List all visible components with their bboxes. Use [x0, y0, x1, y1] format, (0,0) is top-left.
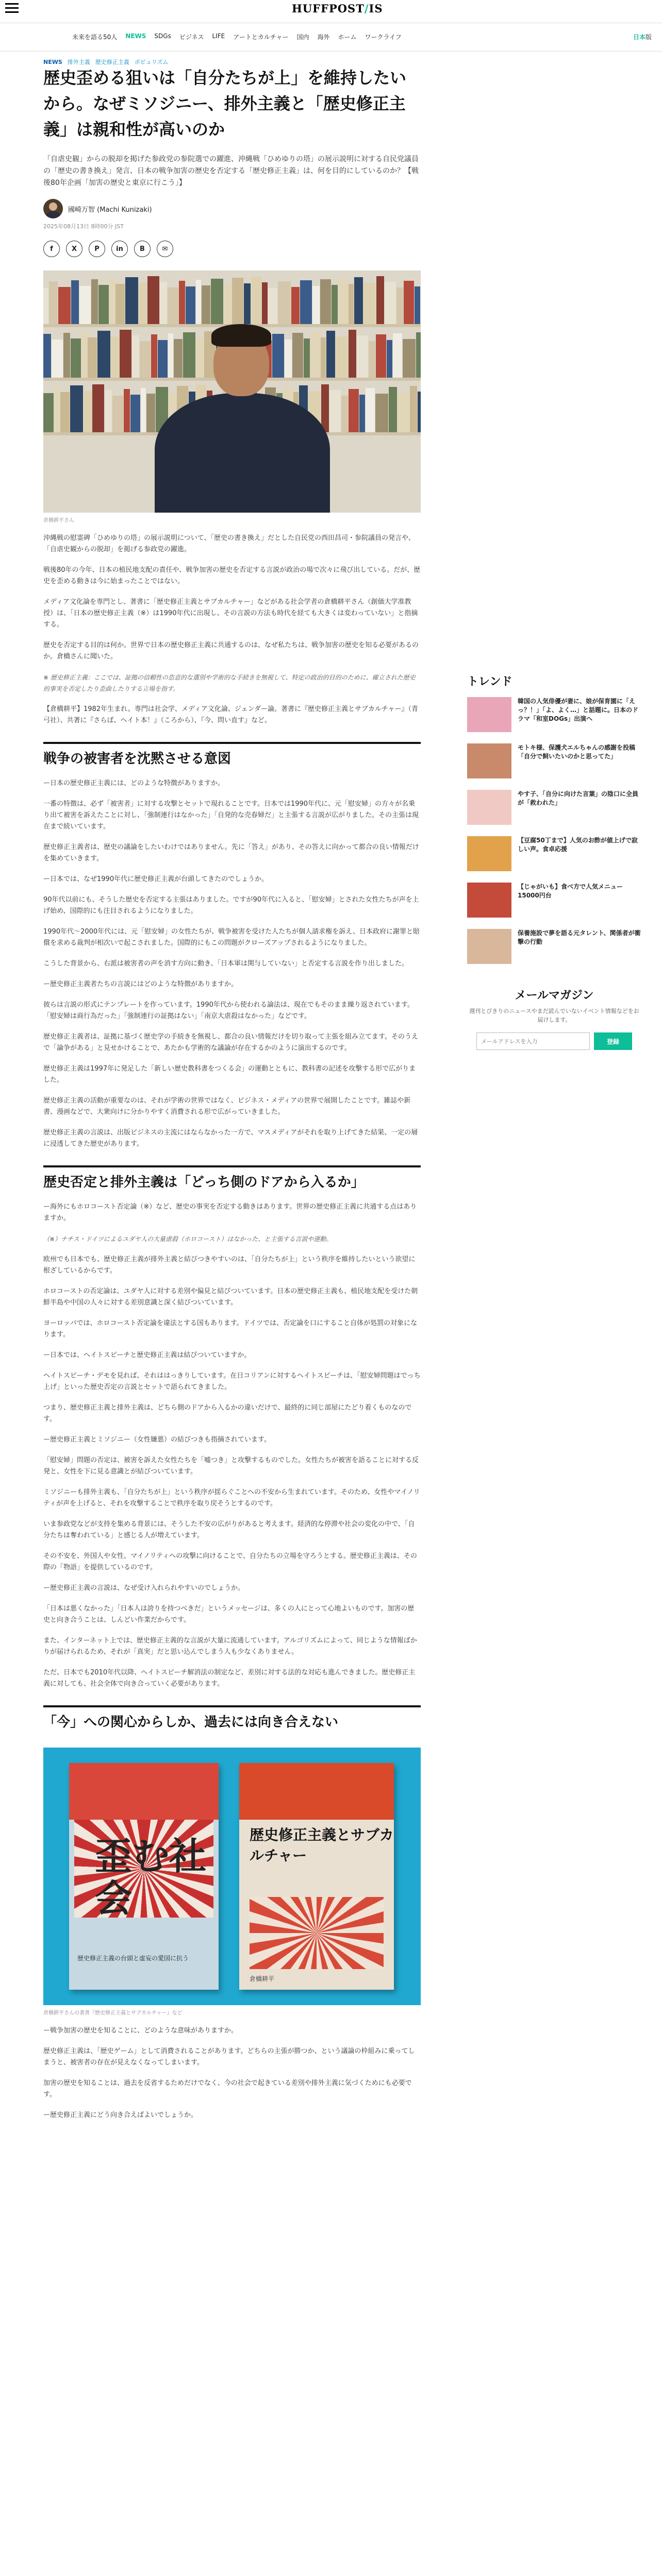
book-spine: [58, 287, 71, 324]
book-spine: [338, 278, 348, 324]
top-bar: [0, 0, 662, 16]
body-paragraph: 戦後80年の今年、日本の植民地支配の責任や、戦争加害の歴史を否定する言説が政治の場で次々に飛び出している。だが、歴史を歪める動きは今に始まったことではない。: [43, 566, 421, 585]
book-spine: [396, 287, 403, 324]
book-spine: [71, 338, 81, 378]
book-cover-2: [239, 1763, 394, 1990]
book-spine: [321, 384, 329, 432]
article-body: [43, 533, 421, 1690]
book-spine: [202, 285, 210, 324]
article-title: 歴史歪める狙いは「自分たちが上」を維持したいから。なぜミソジニー、排外主義と「歴史修正主義」は親和性が高いのか: [43, 68, 407, 139]
body-paragraph: ー歴史修正主義とミソジニー（女性嫌悪）の結びつきも指摘されています。: [43, 1436, 271, 1444]
share-icon[interactable]: B: [134, 241, 151, 257]
publish-date: 2025年08月13日 8時00分 JST: [43, 223, 124, 230]
book-spine: [97, 331, 110, 378]
book-spine: [196, 338, 204, 378]
author-avatar[interactable]: [43, 199, 63, 218]
book-spine: [403, 339, 416, 378]
body-paragraph: つまり、歴史修正主義と排外主義は、どちら側のドアから入るかの違いだけで、最終的に同じ部屋にたどり着くものなのです。: [43, 1404, 412, 1423]
book-spine: [52, 340, 63, 378]
share-icon[interactable]: P: [89, 241, 105, 257]
book-spine: [376, 276, 384, 324]
nav-item[interactable]: SDGs: [154, 32, 171, 40]
book-spine: [291, 287, 300, 324]
book-spine: [404, 281, 414, 324]
nav-item[interactable]: アートとカルチャー: [233, 33, 289, 41]
books-caption: 倉橋耕平さんの著書『歴史修正主義とサブカルチャー』など: [43, 2010, 183, 2016]
book-spine: [60, 392, 70, 432]
book-spine: [354, 277, 363, 324]
trend-thumbnail[interactable]: [467, 836, 511, 871]
book-spine: [125, 277, 138, 324]
nav-item[interactable]: ワークライフ: [365, 33, 402, 41]
book-spine: [292, 333, 303, 378]
book-spine: [310, 332, 320, 378]
book-spine: [329, 390, 341, 432]
body-paragraph: いま参政党などが支持を集める背景には、そうした不安の広がりがあると考えます。経済的な停滞や社会の変化の中で、「自分たちは奪われている」と感じる人が増えています。: [43, 1520, 415, 1539]
newsletter-heading: メールマガジン: [515, 989, 594, 1002]
category-tags: [43, 52, 421, 65]
book-spine: [211, 279, 223, 324]
category-tag[interactable]: NEWS: [43, 59, 62, 65]
menu-icon[interactable]: [5, 3, 19, 13]
book-spine: [224, 284, 231, 324]
book-cover-1: [69, 1763, 219, 1990]
book-spine: [174, 339, 183, 378]
book-spine: [416, 332, 421, 378]
book-spine: [336, 336, 348, 378]
book-spine: [158, 340, 168, 378]
book-spine: [43, 393, 54, 432]
book-spine: [54, 386, 60, 432]
trend-item[interactable]: [467, 697, 641, 734]
book-spine: [300, 280, 312, 324]
nav-item[interactable]: ホーム: [338, 33, 357, 41]
book-spine: [349, 389, 359, 432]
share-icon[interactable]: X: [66, 241, 82, 257]
nav-item[interactable]: LIFE: [212, 32, 225, 40]
body-paragraph: その不安を、外国人や女性、マイノリティへの攻撃に向けることで、自分たちの立場を守ろうとする。歴史修正主義は、その際の「物語」を提供しているのです。: [43, 1552, 417, 1571]
newsletter-description: 週刊とびきりのニュースやまだ読んでいないイベント情報などをお届けします。: [469, 1008, 639, 1023]
newsletter-block: [467, 987, 641, 1050]
body-paragraph: ホロコーストの否定論は、ユダヤ人に対する差別や偏見と結びついています。日本の歴史修正主義も、植民地支配を受けた朝鮮半島や中国の人々に対する差別意識と深く結びついています。: [43, 1287, 418, 1307]
book-spine: [146, 394, 155, 432]
body-paragraph: 歴史修正主義の言説は、出版ビジネスの主流にはならなかった一方で、マスメディアがそれを取り上げてきた結果、一定の層に浸透してきた歴史があります。: [43, 1129, 418, 1148]
trend-thumbnail[interactable]: [467, 743, 511, 778]
body-paragraph: ー海外にもホロコースト否定論（※）など、歴史の事実を否定する動きはあります。世界の歴史修正主義に共通する点はありますか。: [43, 1203, 417, 1222]
book-spine: [105, 390, 112, 432]
book-spine: [79, 286, 91, 324]
book-spine: [272, 334, 284, 378]
book-spine: [141, 388, 146, 432]
book-spine: [363, 283, 376, 324]
book-spine: [375, 394, 388, 432]
body-paragraph: 歴史修正主義の活動が重要なのは、それが学術の世界ではなく、ビジネス・メディアの世界で展開したことです。雑誌や新書、漫画などで、大衆向けに分かりやすく消費される形で広がっていきました。: [43, 1097, 411, 1116]
body-paragraph: こうした背景から、右派は被害者の声を消す方向に動き、「日本軍は関与していない」と否定する言説を作り出しました。: [43, 960, 408, 968]
body-paragraph: 歴史修正主義は1997年に発足した「新しい歴史教科書をつくる会」の運動とともに、教科書の記述を攻撃する形で広がりました。: [43, 1065, 416, 1084]
body-paragraph: 歴史修正主義は、「歴史ゲーム」として消費されることがあります。どちらの主張が勝つか、という議論の枠組みに乗ってしまうと、被害者の存在が見えなくなってしまいます。: [43, 2047, 415, 2066]
book-spine: [70, 385, 83, 432]
book-spine: [268, 288, 277, 324]
book-spine: [341, 396, 348, 432]
book-spine: [160, 282, 167, 324]
book-spine: [91, 279, 98, 324]
book-spine: [179, 281, 185, 324]
body-paragraph: 彼らは言説の形式にテンプレートを作っています。1990年代から使われる論法は、現在でもそのまま繰り返されています。「慰安婦は商行為だった」「強制連行の証拠はない」「南京大虐殺はなかった」などです。: [43, 1001, 414, 1020]
body-paragraph: ー戦争加害の歴史を知ることに、どのような意味がありますか。: [43, 2027, 238, 2035]
book-spine: [376, 334, 386, 378]
book-spine: [124, 389, 130, 432]
book-spine: [120, 330, 131, 378]
book-spine: [183, 332, 195, 378]
trend-item-title[interactable]: 【豆腐50丁まで】人気のお酢が値上げで寂しい声。食卓応援: [518, 837, 638, 853]
body-paragraph: ヘイトスピーチ・デモを見れば、それははっきりしています。在日コリアンに対するヘイトスピーチは、「慰安婦問題はでっち上げ」といった歴史否定の言説とセットで語られてきました。: [43, 1372, 421, 1391]
book-spine: [139, 283, 147, 324]
book-spine: [168, 333, 173, 378]
book2-author: 倉橋耕平: [250, 1975, 275, 1982]
book-spine: [349, 330, 356, 378]
edition-label: 日本: [633, 33, 646, 41]
nav-item[interactable]: ビジネス: [179, 33, 204, 41]
book-spine: [151, 334, 157, 378]
trend-thumbnail[interactable]: [467, 929, 511, 964]
newsletter-email-input[interactable]: [476, 1032, 590, 1050]
nav-list: [72, 32, 402, 41]
article-lede: 「自虐史観」からの脱却を掲げた参政党の参院選での躍進、沖縄戦「ひめゆりの塔」の展示説明に対する自民党議員の「歴史の書き換え」発言、日本の戦争加害の歴史を否定する「歴史修正主義」は、何を目的にしているのか？【戦後80年企画「加害の歴史と東京に行こう」】: [43, 155, 419, 187]
book-spine: [418, 392, 421, 432]
book-spine: [349, 284, 354, 324]
share-icon[interactable]: in: [111, 241, 128, 257]
person-hair-image: [211, 324, 271, 347]
trend-thumbnail[interactable]: [467, 883, 511, 918]
book-spine: [232, 278, 243, 324]
trend-list: [467, 697, 641, 966]
book-spine: [332, 285, 338, 324]
book-spine: [244, 283, 251, 324]
section-heading: 歴史否定と排外主義は「どっち側のドアから入るか」: [43, 1165, 421, 1192]
books-image: [43, 1748, 421, 2005]
book-spine: [389, 387, 397, 432]
body-paragraph: 沖縄戦の慰霊碑「ひめゆりの塔」の展示説明について、「歴史の書き換え」だとした自民党の西田昌司・参院議員の発言や、「自虐史観からの脱却」を掲げる参政党の躍進。: [43, 534, 415, 553]
trend-thumbnail[interactable]: [467, 697, 511, 732]
book-spine: [359, 395, 365, 432]
author-name[interactable]: 國崎万智 (Machi Kunizaki): [68, 206, 152, 214]
book-spine: [278, 281, 291, 324]
share-bar: [43, 241, 421, 257]
body-paragraph: 歴史修正主義者は、歴史の議論をしたいわけではありません。先に「答え」があり、その答えに向かって都合の良い情報だけを集めていきます。: [43, 843, 419, 862]
section-heading: 戦争の被害者を沈黙させる意図: [43, 742, 421, 769]
trend-heading: トレンド: [467, 675, 512, 688]
book-spine: [320, 279, 331, 324]
body-paragraph: 一番の特徴は、必ず「被害者」に対する攻撃とセットで現れることです。日本では1990年代に、元「慰安婦」の方々が名乗り出て被害を訴えたことに対し、「強制連行はなかった」「自発的な売春婦だ」と主張する言説が広がりました。その主張は現在まで続いています。: [43, 800, 419, 831]
newsletter-submit-button[interactable]: 登録: [594, 1032, 632, 1050]
trend-item[interactable]: [467, 929, 641, 966]
body-paragraph: ー歴史修正主義の言説は、なぜ受け入れられやすいのでしょうか。: [43, 1584, 245, 1592]
nav-bar: [0, 23, 662, 52]
book-spine: [251, 277, 261, 324]
book1-title: 歪む社会: [95, 1834, 207, 1920]
body-paragraph: ー歴史修正主義者たちの言説にはどのような特徴がありますか。: [43, 980, 238, 988]
trend-item-title[interactable]: 【じゃがいも】食べ方で人気メニュー15000円台: [518, 883, 623, 899]
trend-thumbnail[interactable]: [467, 790, 511, 825]
book-spine: [71, 280, 79, 324]
book-spine: [43, 288, 48, 324]
body-paragraph: 「慰安婦」問題の否定は、被害を訴えた女性たちを「嘘つき」と攻撃するものでした。女性たちが被害を語ることに対する反発と、女性を下に見る意識とが結びついています。: [43, 1456, 419, 1476]
book-spine: [326, 331, 335, 378]
body-paragraph: 欧州でも日本でも、歴史修正主義が排外主義と結びつきやすいのは、「自分たちが上」という秩序を維持したいという欲望に根ざしているからです。: [43, 1256, 416, 1275]
body-paragraph: ー日本では、なぜ1990年代に歴史修正主義が台頭してきたのでしょうか。: [43, 875, 269, 883]
book-spine: [387, 340, 392, 378]
book-spine: [49, 281, 58, 324]
book-spine: [111, 336, 119, 378]
nav-item[interactable]: 国内: [296, 33, 309, 41]
person-body-image: [155, 393, 330, 513]
interview-photo: [43, 270, 421, 513]
book-spine: [63, 333, 70, 378]
nav-item[interactable]: 未来を語る50人: [72, 33, 118, 41]
body-paragraph: 【倉橋耕平】1982年生まれ。専門は社会学、メディア文化論、ジェンダー論。著書に『歴史修正主義とサブカルチャー』（青弓社）、共著に『さらば、ヘイト本！』（ころから）、『今、問い直す』など。: [43, 705, 419, 724]
author-block: [43, 198, 421, 219]
body-paragraph: 歴史修正主義者は、証拠に基づく歴史学の手続きを無視し、都合の良い情報だけを切り取って主張を組み立てます。そのうえで「論争がある」と見せかけることで、あたかも学術的な議論が存在するかのように演出するのです。: [43, 1033, 418, 1052]
book-spine: [304, 338, 310, 378]
book-spine: [357, 335, 368, 378]
trend-item-title[interactable]: 韓国の人気俳優が妻に、娘が保育園に「えっ？！」「よ、よく…」と話題に。日本のドラマ「和室DOGs」出演へ: [518, 698, 639, 722]
book-spine: [312, 286, 320, 324]
book-spine: [98, 285, 109, 324]
article-body-end: [43, 1705, 421, 2121]
body-paragraph: また、インターネット上では、歴史修正主義的な言説が大量に流通しています。アルゴリズムによって、同じような情報ばかりが届けられるため、それが「真実」だと思い込んでしまう人も少なくありません。: [43, 1637, 417, 1656]
book-spine: [115, 284, 125, 324]
nav-item[interactable]: 海外: [317, 33, 330, 41]
book-spine: [84, 391, 92, 432]
body-paragraph: 加害の歴史を知ることは、過去を反省するためだけでなく、今の社会で起きている差別や排外主義に気づくためにも必要です。: [43, 2079, 412, 2098]
trend-item[interactable]: [467, 836, 641, 873]
book-spine: [415, 286, 420, 324]
book-spine: [140, 341, 151, 378]
book-spine: [168, 287, 178, 324]
trend-item-title[interactable]: 保養施設で夢を語る元タレント、関係者が衝撃の行動: [518, 929, 641, 945]
body-paragraph: ※ 歴史修正主義：ここでは、証拠の信頼性の恣意的な選別や学術的な手続きを無視して、特定の政治的目的のために、確立された歴史的事実を否定したり歪曲したりする立場を指す。: [43, 674, 416, 692]
body-paragraph: メディア文化論を専門とし、著書に「歴史修正主義とサブカルチャー」などがある社会学者の倉橋耕平さん（創価大学准教授）は、「日本の歴史修正主義（※）は1990年代に出現し、その言説の方法も時代を経ても大きくは変わっていない」と指摘する。: [43, 598, 418, 629]
body-paragraph: ー日本では、ヘイトスピーチと歴史修正主義は結びついていますか。: [43, 1351, 251, 1359]
body-paragraph: ただ、日本でも2010年代以降、ヘイトスピーチ解消法の制定など、差別に対する法的な対応も進んできました。歴史修正主義に対しても、社会全体で向き合っていく必要があります。: [43, 1669, 416, 1688]
trend-item[interactable]: [467, 883, 641, 920]
body-paragraph: （※）ナチス・ドイツによるユダヤ人の大量虐殺（ホロコースト）はなかった、と主張する言説や運動。: [43, 1235, 333, 1243]
book2-title: 歴史修正主義とサブカルチャー: [250, 1826, 394, 1864]
body-paragraph: 1990年代〜2000年代には、元「慰安婦」の女性たちが、戦争被害を受けた人たちが個人請求権を訴え、日本政府に謝罪と賠償を求める裁判が相次いで起こされました。国際的にもこの問題がクローズアップされるようになりました。: [43, 928, 420, 947]
body-paragraph: ー歴史修正主義にどう向き合えばよいでしょうか。: [43, 2111, 198, 2119]
book-spine: [285, 340, 292, 378]
body-paragraph: ー日本の歴史修正主義には、どのような特徴がありますか。: [43, 779, 225, 787]
book-spine: [398, 393, 409, 432]
book-spine: [81, 332, 87, 378]
sidebar: [467, 673, 641, 1050]
edition-note: 版: [645, 33, 652, 41]
trend-item-title[interactable]: やす子、「自分に向けた言葉」の陰口に全員が「救われた」: [518, 790, 639, 806]
book-spine: [196, 280, 201, 324]
book-spine: [109, 278, 115, 324]
body-paragraph: ヨーロッパでは、ホロコースト否定論を違法とする国もあります。ドイツでは、否定論を口にすること自体が処罰の対象になります。: [43, 1319, 418, 1338]
body-paragraph: 90年代以前にも、そうした歴史を否定する主張はありました。ですが90年代に入ると、「慰安婦」とされた女性たちが声を上げ始め、国際的にも注目されるようになりました。: [43, 896, 419, 915]
book-spine: [385, 282, 396, 324]
nav-item[interactable]: NEWS: [125, 32, 146, 40]
category-tag[interactable]: 排外主義: [67, 59, 90, 65]
book-spine: [262, 282, 268, 324]
share-icon[interactable]: f: [43, 241, 60, 257]
book-spine: [112, 396, 123, 432]
photo-caption: 倉橋耕平さん: [43, 518, 74, 523]
book-spine: [186, 286, 195, 324]
trend-item[interactable]: [467, 790, 641, 827]
edition-selector[interactable]: [633, 32, 652, 41]
book-spine: [92, 384, 104, 432]
article: [43, 52, 421, 2121]
book-spine: [410, 386, 417, 432]
book-spine: [366, 388, 375, 432]
trend-item[interactable]: [467, 743, 641, 781]
book-spine: [88, 337, 97, 378]
trend-item-title[interactable]: モトキ様、保護犬エルちゃんの感謝を投稿「自分で飼いたいのかと思ってた」: [518, 744, 636, 760]
body-paragraph: 「日本は悪くなかった」「日本人は誇りを持つべきだ」というメッセージは、多くの人にとって心地よいものです。加害の歴史と向き合うことは、しんどい作業だからです。: [43, 1605, 415, 1624]
section-heading: 「今」への関心からしか、過去には向き合えない: [43, 1705, 421, 1732]
category-tag[interactable]: ポピュリズム: [134, 59, 169, 65]
category-tag[interactable]: 歴史修正主義: [95, 59, 129, 65]
book-spine: [369, 341, 375, 378]
logo[interactable]: HUFFPOST/IS: [292, 2, 383, 15]
body-paragraph: ミソジニーも排外主義も、「自分たちが上」という秩序が揺らぐことへの不安から生まれています。そのため、女性やマイノリティが声を上げると、それを攻撃することで秩序を取り戻そうとするのです。: [43, 1488, 420, 1507]
book-spine: [130, 395, 140, 432]
book1-subtitle: 歴史修正主義の台頭と虚妄の愛国に抗う: [77, 1955, 189, 1962]
book-spine: [132, 335, 139, 378]
body-paragraph: 歴史を否定する目的は何か。世界で日本の歴史修正主義に共通するのは、なぜ私たちは、戦争加害の歴史を知る必要があるのか。倉橋さんに聞いた。: [43, 641, 419, 660]
book-spine: [43, 334, 51, 378]
share-icon[interactable]: ✉: [157, 241, 173, 257]
book-spine: [393, 333, 402, 378]
book-spine: [321, 337, 326, 378]
book-spine: [147, 276, 159, 324]
